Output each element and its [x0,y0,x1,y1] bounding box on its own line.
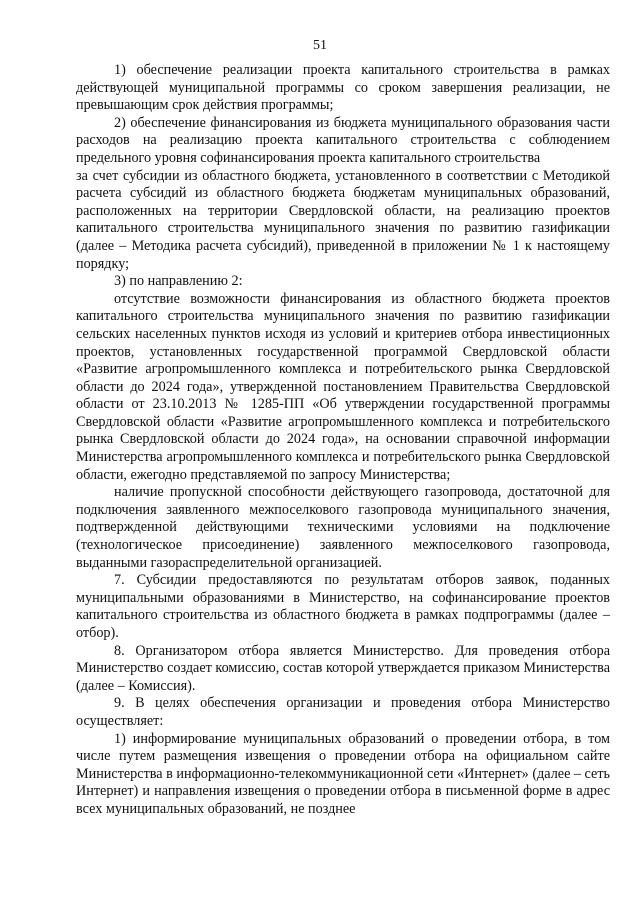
page-number: 51 [313,38,327,53]
paragraph-item-1-capital-project: 1) обеспечение реализации проекта капитального строительства в рамках действующей муниципальной программы со сроком завершения реализации, не превышающим срок действия программы; [76,62,610,114]
document-body [76,62,610,819]
paragraph-section-7: 7. Субсидии предоставляются по результатам отборов заявок, поданных муниципальными образованиями в Министерство, на софинансирование проектов капитального строительства из областного бюджета в рамках подпрограммы (далее – отбор). [76,572,610,641]
paragraph-pipeline-capacity: наличие пропускной способности действующего газопровода, достаточной для подключения заявленного межпоселкового газопровода муниципального значения, подтвержденной действующими техническими условиями на подключение (технологическое присоединение) заявленного межпоселкового газопровода, выданными газораспределительной организацией. [76,484,610,571]
paragraph-item-2-financing: 2) обеспечение финансирования из бюджета муниципального образования части расходов на реализацию проекта капитального строительства с соблюдением предельного уровня софинансирования проекта капитального строительства [76,114,610,166]
paragraph-section-8: 8. Организатором отбора является Министерство. Для проведения отбора Министерство создает комиссию, состав которой утверждается приказом Министерства (далее – Комиссия). [76,642,610,694]
paragraph-subsidy-methodology: за счет субсидии из областного бюджета, установленного в соответствии с Методикой расчета субсидий из областного бюджета бюджетам муниципальных образований, расположенных на территории Свердловской области, на реализацию проектов капитального строительства муниципального значения по развитию газификации (далее – Методика расчета субсидий), приведенной в приложении № 1 к настоящему порядку; [76,167,610,272]
paragraph-section-9: 9. В целях обеспечения организации и проведения отбора Министерство осуществляет: [76,695,610,729]
paragraph-section-9-item-1: 1) информирование муниципальных образований о проведении отбора, в том числе путем размещения извещения о проведении отбора на официальном сайте Министерства в информационно-телекоммуникационной сети «Интернет» (далее – сеть Интернет) и направления извещения о проведении отбора в письменной форме в адрес всех муниципальных образований, не позднее [76,730,610,817]
paragraph-no-financing-possibility: отсутствие возможности финансирования из областного бюджета проектов капитального строительства муниципального значения по развитию газификации сельских населенных пунктов исходя из условий и критериев отбора инвестиционных проектов, установленных государственной программой Свердловской области «Развитие агропромышленного комплекса и потребительского рынка Свердловской области до 2024 года», утвержденной постановлением Правительства Свердловской области от 23.10.2013 № 1285-ПП «Об утверждении государственной программы Свердловской области «Развитие агропромышленного комплекса и потребительского рынка Свердловской области до 2024 года», на основании справочной информации Министерства агропромышленного комплекса и потребительского рынка Свердловской области, ежегодно представляемой по запросу Министерства; [76,290,610,483]
paragraph-item-3-direction-2: 3) по направлению 2: [114,273,243,290]
